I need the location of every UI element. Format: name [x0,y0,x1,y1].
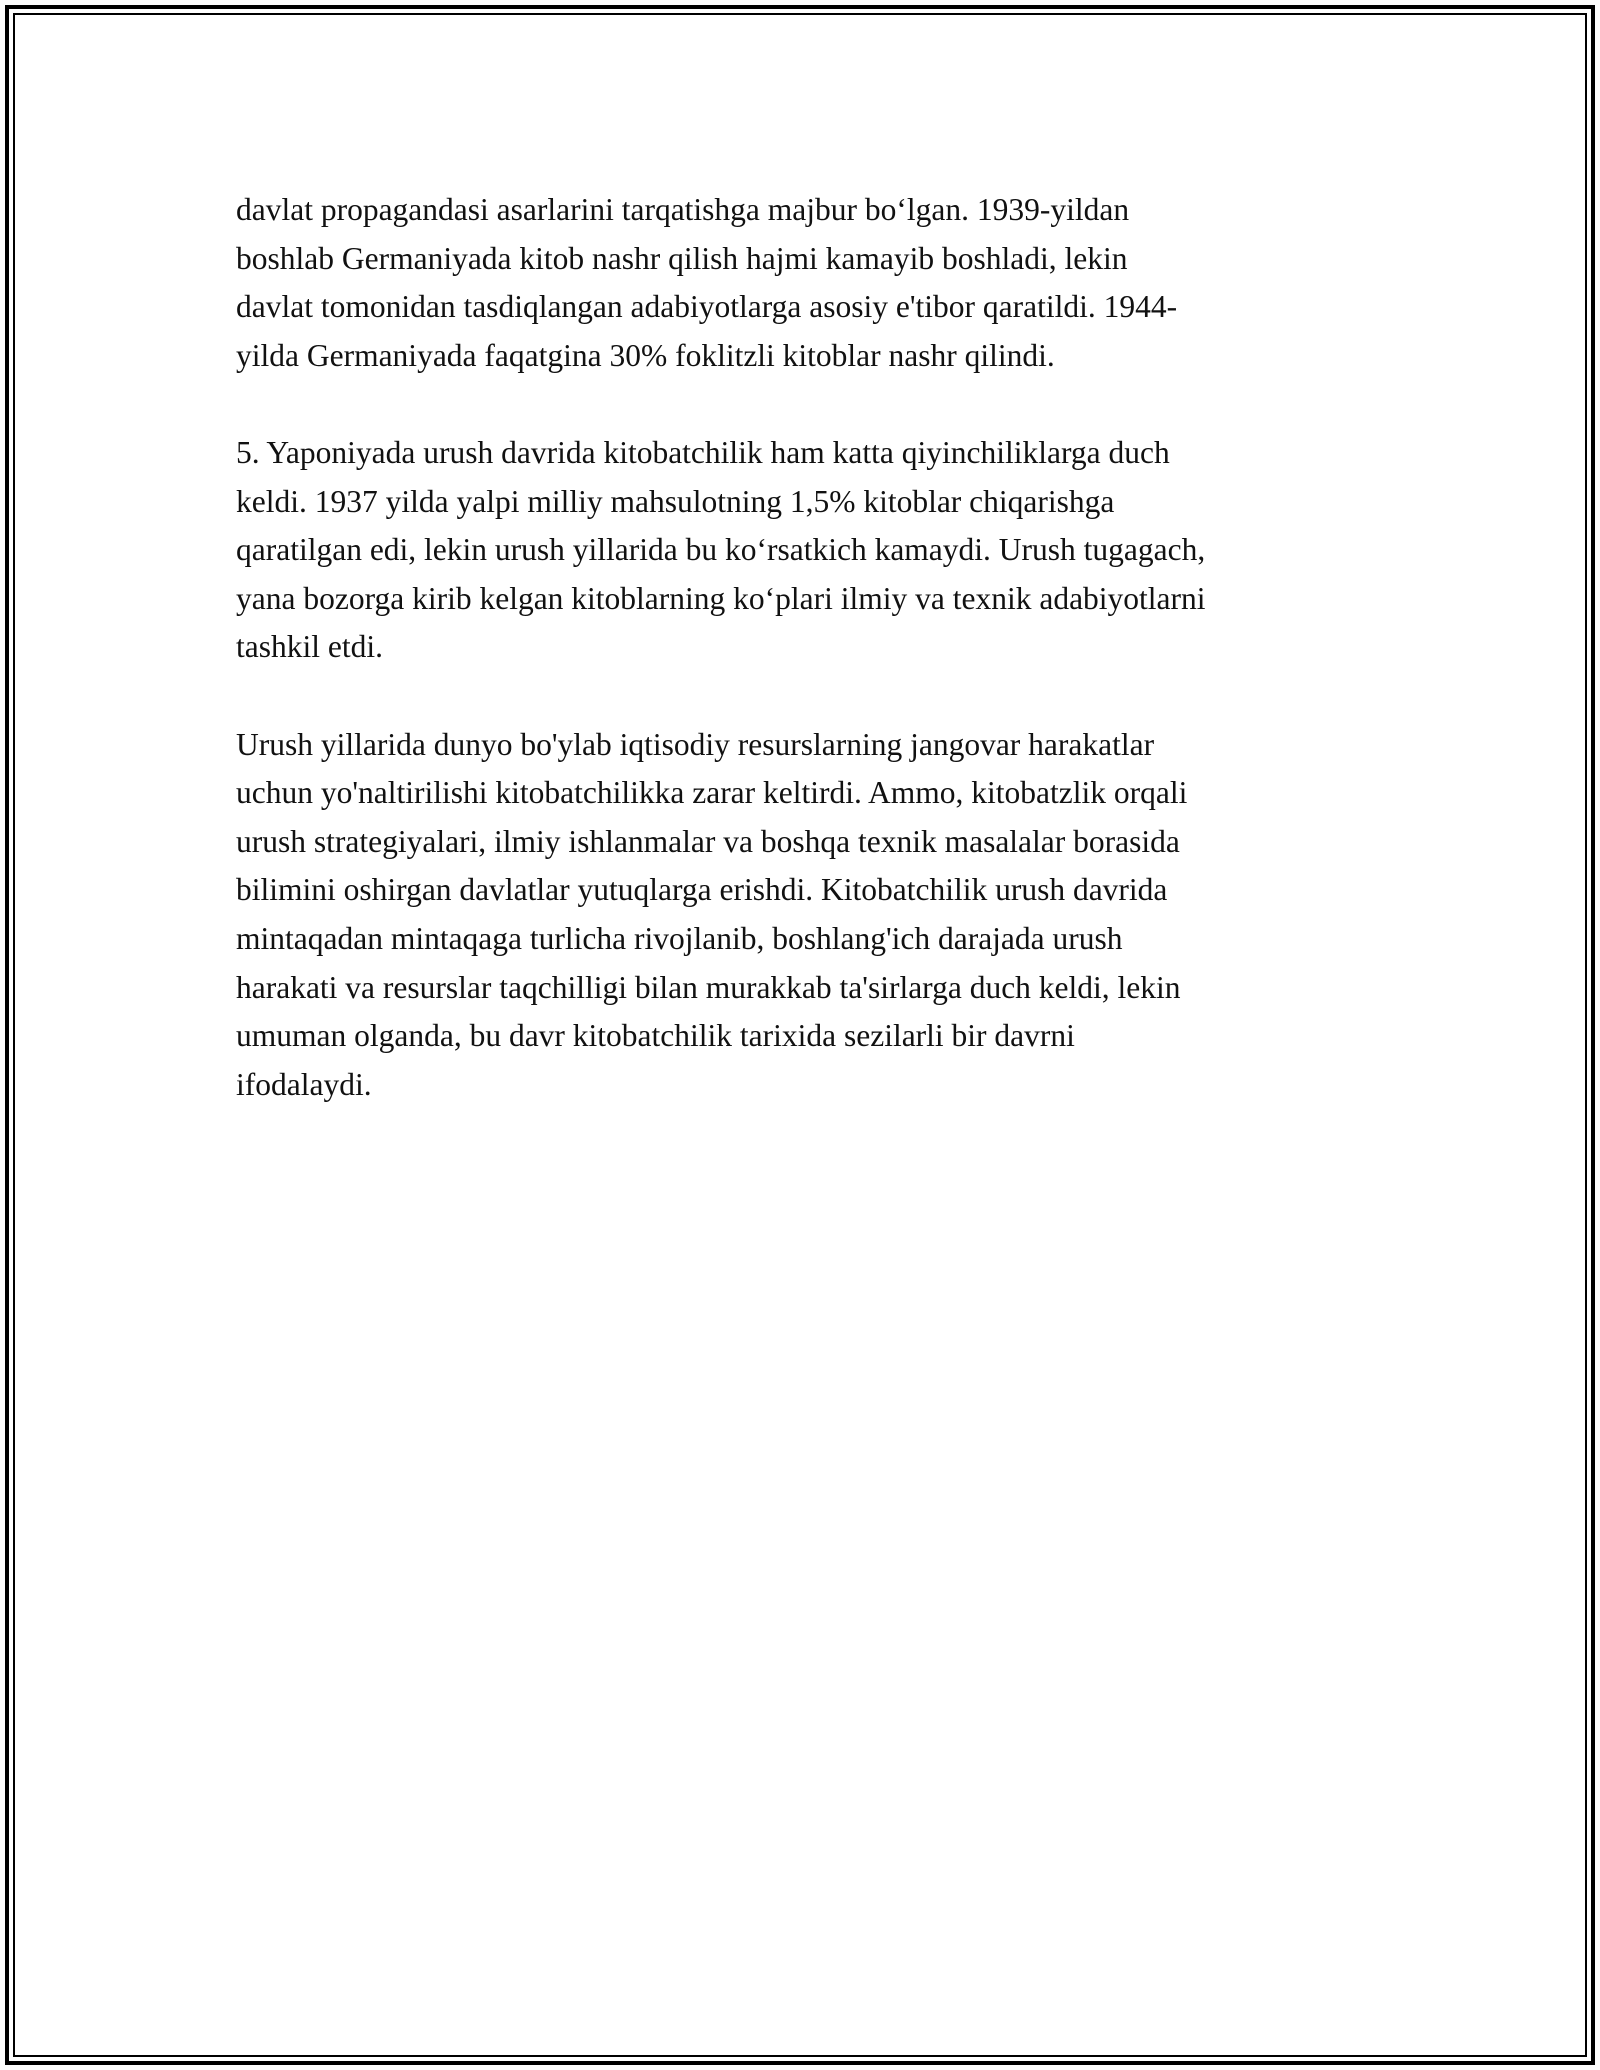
paragraph-germany-propaganda: davlat propagandasi asarlarini tarqatishga majbur bo‘lgan. 1939-yildan boshlab Germaniyada kitob nashr qilish hajmi kamayib boshladi, lekin davlat tomonidan tasdiqlangan adabiyotlarga asosiy e'tibor qaratildi. 1944- yilda Germaniyada faqatgina 30% foklitzli kitoblar nashr qilindi. [236,192,1178,373]
paragraph-japan-publishing: 5. Yaponiyada urush davrida kitobatchilik ham katta qiyinchiliklarga duch keldi. 1937 yilda yalpi milliy mahsulotning 1,5% kitoblar chiqarishga qaratilgan edi, lekin urush yillarida bu ko‘rsatkich kamaydi. Urush tugagach, yana bozorga kirib kelgan kitoblarning ko‘plari ilmiy va texnik adabiyotlarni tashkil etdi. [236,434,1206,665]
document-body [236,186,1376,1109]
paragraph-conclusion: Urush yillarida dunyo bo'ylab iqtisodiy resurslarning jangovar harakatlar uchun yo'naltirilishi kitobatchilikka zarar keltirdi. Ammo, kitobatzlik orqali urush strategiyalari, ilmiy ishlanmalar va boshqa texnik masalalar borasida bilimini oshirgan davlatlar yutuqlarga erishdi. Kitobatchilik urush davrida mintaqadan mintaqaga turlicha rivojlanib, boshlang'ich darajada urush harakati va resurslar taqchilligi bilan murakkab ta'sirlarga duch keldi, lekin umuman olganda, bu davr kitobatchilik tarixida sezilarli bir davrni ifodalaydi. [236,726,1188,1102]
